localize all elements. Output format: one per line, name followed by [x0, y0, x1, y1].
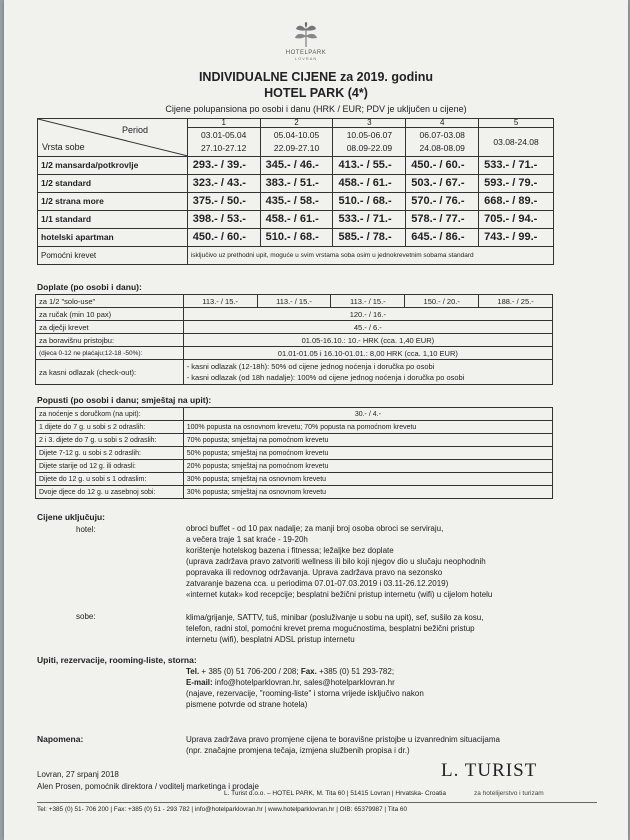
- place-date: Lovran, 27 srpanj 2018: [37, 770, 119, 779]
- text-line: zatvaranje bazena cca. u periodima 07.01-07.03.2019 i 03.11-26.12.2019): [186, 579, 449, 588]
- text-line: korištenje hotelskog bazena i fitnessa; ležaljke bez doplate: [186, 546, 394, 555]
- column-number: 3: [333, 119, 406, 128]
- period-date-1: 03.08-24.08: [493, 136, 539, 147]
- price-cell: 375.- / 50.-: [187, 193, 260, 211]
- supplement-value: 113.- / 15.-: [183, 295, 257, 308]
- supplement-label: za dječji krevet: [36, 321, 184, 334]
- table-row: [38, 175, 554, 193]
- room-type: hotelski apartman: [38, 229, 188, 247]
- price-cell: 503.- / 67.-: [406, 175, 479, 193]
- period-header: [38, 119, 188, 157]
- supplement-value: 188.- / 25.-: [479, 295, 553, 308]
- late-checkout-1: - kasni odlazak (12-18h): 50% od cijene jednog noćenja i doručka po osobi: [186, 362, 435, 371]
- discount-value: 30% popusta; smještaj na osnovnom krevetu: [183, 486, 552, 499]
- extra-bed-label: Pomoćni krevet: [38, 247, 188, 265]
- discount-label: Dijete starije od 12 g. ili odrasli:: [36, 460, 184, 473]
- price-cell: 293.- / 39.-: [187, 157, 260, 175]
- supplement-label: za ručak (min 10 pax): [36, 308, 184, 321]
- discounts-table: [35, 407, 553, 499]
- price-cell: 458.- / 61.-: [333, 175, 406, 193]
- supplement-value: [183, 360, 552, 385]
- price-cell: 450.- / 60.-: [187, 229, 260, 247]
- supplement-value: 45.- / 6.-: [183, 321, 552, 334]
- page-title: INDIVIDUALNE CIJENE za 2019. godinu: [198, 70, 434, 84]
- period-date-2: 22.09-27.10: [273, 143, 320, 153]
- text-line: a večera traje 1 sat kraće - 19-20h: [186, 535, 308, 544]
- text-line: telefon, radni stol, pomoćni krevet prema mogućnostima, besplatni bežični pristup: [186, 624, 475, 633]
- period-dates: [406, 128, 479, 157]
- fax-label: Fax.: [300, 667, 317, 676]
- table-row: [36, 347, 553, 360]
- period-dates: [187, 128, 260, 157]
- supplement-value: 113.- / 15.-: [257, 295, 331, 308]
- email-label: E-mail:: [186, 678, 213, 687]
- company-tagline: za hotelijerstvo i turizam: [474, 790, 544, 797]
- price-cell: 533.- / 71.-: [333, 211, 406, 229]
- extra-bed-note: isključivo uz prethodni upit, moguće u svim vrstama soba osim u jednokrevetnim sobama standard: [187, 247, 553, 265]
- price-cell: 743.- / 99.-: [479, 229, 554, 247]
- room-type: 1/2 mansarda/potkrovlje: [38, 157, 188, 175]
- supplement-value: 120.- / 16.-: [183, 308, 552, 321]
- period-date-2: 24.08-08.09: [419, 143, 465, 153]
- hotel-name: HOTEL PARK (4*): [264, 86, 368, 100]
- table-row: [38, 247, 554, 265]
- text-line: «internet kutak» kod recepcije; besplatni bežični pristup internetu (wifi) u cijelom hotelu: [186, 590, 493, 599]
- discount-label: za noćenje s doručkom (na upit):: [36, 408, 184, 421]
- price-cell: 345.- / 46.-: [260, 157, 333, 175]
- page-subtitle: Cijene polupansiona po osobi i danu (HRK / EUR; PDV je uključen u cijene): [165, 104, 467, 114]
- price-table: [37, 118, 554, 265]
- column-number: 4: [406, 119, 479, 128]
- table-row: [36, 360, 553, 385]
- note-text: [186, 734, 616, 756]
- room-type: 1/2 strana more: [38, 193, 188, 211]
- price-cell: 413.- / 55.-: [333, 157, 406, 175]
- price-cell: 435.- / 58.-: [260, 193, 333, 211]
- period-dates: [260, 128, 333, 157]
- contact-phone-fax: [186, 666, 616, 677]
- contact-email: [186, 677, 616, 688]
- text-line: pismene potvrde od strane hotela): [186, 700, 308, 709]
- company-logo: L. TURIST: [441, 760, 538, 781]
- text-line: (uprava zadržava pravo zatvoriti wellness ili bilo koji njegov dio u slučaju neophodnih: [186, 557, 486, 566]
- supplement-value: 01.01-01.05 i 16.10-01.01.: 8,00 HRK (cca. 1,10 EUR): [183, 347, 552, 360]
- table-row: [38, 157, 554, 175]
- discount-label: Dijete do 12 g. u sobi s 1 odraslim:: [36, 473, 184, 486]
- note-label: Napomena:: [37, 734, 84, 744]
- room-type: 1/1 standard: [38, 211, 188, 229]
- discount-label: 2 i 3. dijete do 7 g. u sobi s 2 odraslih:: [36, 434, 184, 447]
- discount-value: 30.- / 4.-: [183, 408, 552, 421]
- supplements-table: [35, 294, 553, 385]
- table-row: [36, 295, 553, 308]
- logo-sub: LOVRAN: [294, 56, 318, 61]
- period-label: Period: [122, 125, 149, 135]
- includes-rooms-text: [186, 612, 616, 645]
- includes-hotel-text: [186, 523, 616, 600]
- period-date-2: 27.10-27.12: [201, 143, 247, 153]
- price-list-page: [4, 0, 628, 840]
- price-cell: 645.- / 86.-: [406, 229, 479, 247]
- discounts-heading: Popusti (po osobi i danu; smještaj na upit):: [37, 395, 212, 405]
- text-line: (najave, rezervacije, "rooming-liste" i storna vrijede isključivo nakon: [186, 689, 424, 698]
- room-type: 1/2 standard: [38, 175, 188, 193]
- contact-heading: Upiti, rezervacije, rooming-liste, storna:: [37, 655, 197, 665]
- price-cell: 578.- / 77.-: [406, 211, 479, 229]
- table-row: [36, 447, 553, 460]
- text-line: (npr. značajne promjena tečaja, izmjena službenih propisa i dr.): [186, 746, 410, 755]
- price-cell: 398.- / 53.-: [187, 211, 260, 229]
- company-line: L. Turist d.o.o. – HOTEL PARK, M. Tita 60 | 51415 Lovran | Hrvatska- Croatia: [224, 790, 446, 797]
- supplement-label: za kasni odlazak (check-out):: [36, 360, 184, 385]
- hotel-logo: [276, 22, 336, 61]
- table-row: [36, 321, 553, 334]
- price-cell: 668.- / 89.-: [479, 193, 554, 211]
- table-row: [38, 229, 554, 247]
- table-row: [36, 421, 553, 434]
- price-cell: 383.- / 51.-: [260, 175, 333, 193]
- price-cell: 323.- / 43.-: [187, 175, 260, 193]
- price-cell: 533.- / 71.-: [479, 157, 554, 175]
- supplement-label: za 1/2 "solo-use": [36, 295, 184, 308]
- leaf-logo-icon: [292, 22, 320, 48]
- includes-heading: Cijene uključuju:: [37, 512, 106, 522]
- supplement-value: 113.- / 15.-: [331, 295, 405, 308]
- discount-value: 70% popusta; smještaj na pomoćnom krevetu: [183, 434, 552, 447]
- discount-label: Dvoje djece do 12 g. u zasebnoj sobi:: [36, 486, 184, 499]
- period-date-1: 03.01-05.04: [201, 130, 247, 140]
- supplement-label: za boravišnu pristojbu:: [36, 334, 184, 347]
- tel-value: + 385 (0) 51 706-200 / 208;: [201, 667, 299, 676]
- discount-label: 1 dijete do 7 g. u sobi s 2 odraslih:: [36, 421, 184, 434]
- fax-value: +385 (0) 51 293-782;: [319, 667, 395, 676]
- supplement-value: 01.05-16.10.: 10.- HRK (cca. 1,40 EUR): [183, 334, 552, 347]
- price-cell: 450.- / 60.-: [406, 157, 479, 175]
- discount-label: Dijete 7-12 g. u sobi s 2 odraslih:: [36, 447, 184, 460]
- text-line: Uprava zadržava pravo promjene cijena te boravišne pristojbe u izvanrednim situacijama: [186, 735, 500, 744]
- table-row: [36, 408, 553, 421]
- period-date-1: 05.04-10.05: [273, 130, 320, 140]
- table-row: [38, 193, 554, 211]
- period-dates: [333, 128, 406, 157]
- period-date-1: 10.05-06.07: [346, 130, 393, 140]
- logo-brand: HOTELPARK: [285, 50, 327, 56]
- contact-line: Tel: +385 (0) 51- 706 200 | Fax: +385 (0) 51 - 293 782 | info@hotelparklovran.hr | www.hotelparklovran.hr | OIB: 65379987 | Tita 60: [37, 806, 408, 813]
- table-row: [36, 460, 553, 473]
- price-cell: 593.- / 79.-: [479, 175, 554, 193]
- table-row: [36, 308, 553, 321]
- table-row: [36, 334, 553, 347]
- price-cell: 705.- / 94.-: [479, 211, 554, 229]
- late-checkout-2: - kasni odlazak (od 18h nadalje): 100% od cijene jednog noćenja i doručka po osobi: [186, 373, 465, 382]
- text-line: klima/grijanje, SATTV, tuš, minibar (posluživanje u sobu na upit), sef, sušilo za kosu,: [186, 613, 484, 622]
- includes-hotel-label: hotel:: [76, 525, 96, 534]
- table-row: [36, 434, 553, 447]
- table-row: [38, 211, 554, 229]
- period-date-2: 08.09-22.09: [346, 143, 393, 153]
- price-cell: 510.- / 68.-: [333, 193, 406, 211]
- text-line: obroci buffet - od 10 pax nadalje; za manji broj osoba obroci se serviraju,: [186, 524, 444, 533]
- discount-value: 100% popusta na osnovnom krevetu; 70% popusta na pomoćnom krevetu: [183, 421, 552, 434]
- supplement-value: 150.- / 20.-: [405, 295, 479, 308]
- text-line: popravaka ili redovnog održavanja. Uprava zadržava pravo na sezonsko: [186, 568, 443, 577]
- price-cell: 570.- / 76.-: [406, 193, 479, 211]
- price-cell: 458.- / 61.-: [260, 211, 333, 229]
- supplement-note: (djeca 0-12 ne plaćaju;12-18 -50%):: [36, 347, 184, 360]
- table-row: [36, 473, 553, 486]
- discount-value: 50% popusta; smještaj na pomoćnom krevetu: [183, 447, 552, 460]
- column-number: 5: [479, 119, 554, 128]
- text-line: internetu (wifi), besplatni ADSL pristup internetu: [186, 635, 355, 644]
- includes-rooms-label: sobe:: [76, 612, 96, 621]
- supplements-heading: Doplate (po osobi i danu):: [37, 282, 142, 292]
- footer-divider: [37, 802, 597, 803]
- column-number: 1: [187, 119, 260, 128]
- tel-label: Tel.: [186, 667, 200, 676]
- discount-value: 20% popusta; smještaj na pomoćnom krevetu: [183, 460, 552, 473]
- period-dates: [479, 128, 554, 157]
- price-cell: 510.- / 68.-: [260, 229, 333, 247]
- discount-value: 30% popusta; smještaj na osnovnom krevetu: [183, 473, 552, 486]
- signer: Alen Prosen, pomoćnik direktora / voditelj marketinga i prodaje: [37, 782, 259, 791]
- table-row: [36, 486, 553, 499]
- contact-block: [186, 666, 616, 710]
- column-number: 2: [260, 119, 333, 128]
- email-value: info@hotelparklovran.hr, sales@hotelparklovran.hr: [214, 678, 395, 687]
- room-type-label: Vrsta sobe: [42, 142, 85, 152]
- period-date-1: 06.07-03.08: [419, 130, 465, 140]
- price-cell: 585.- / 78.-: [333, 229, 406, 247]
